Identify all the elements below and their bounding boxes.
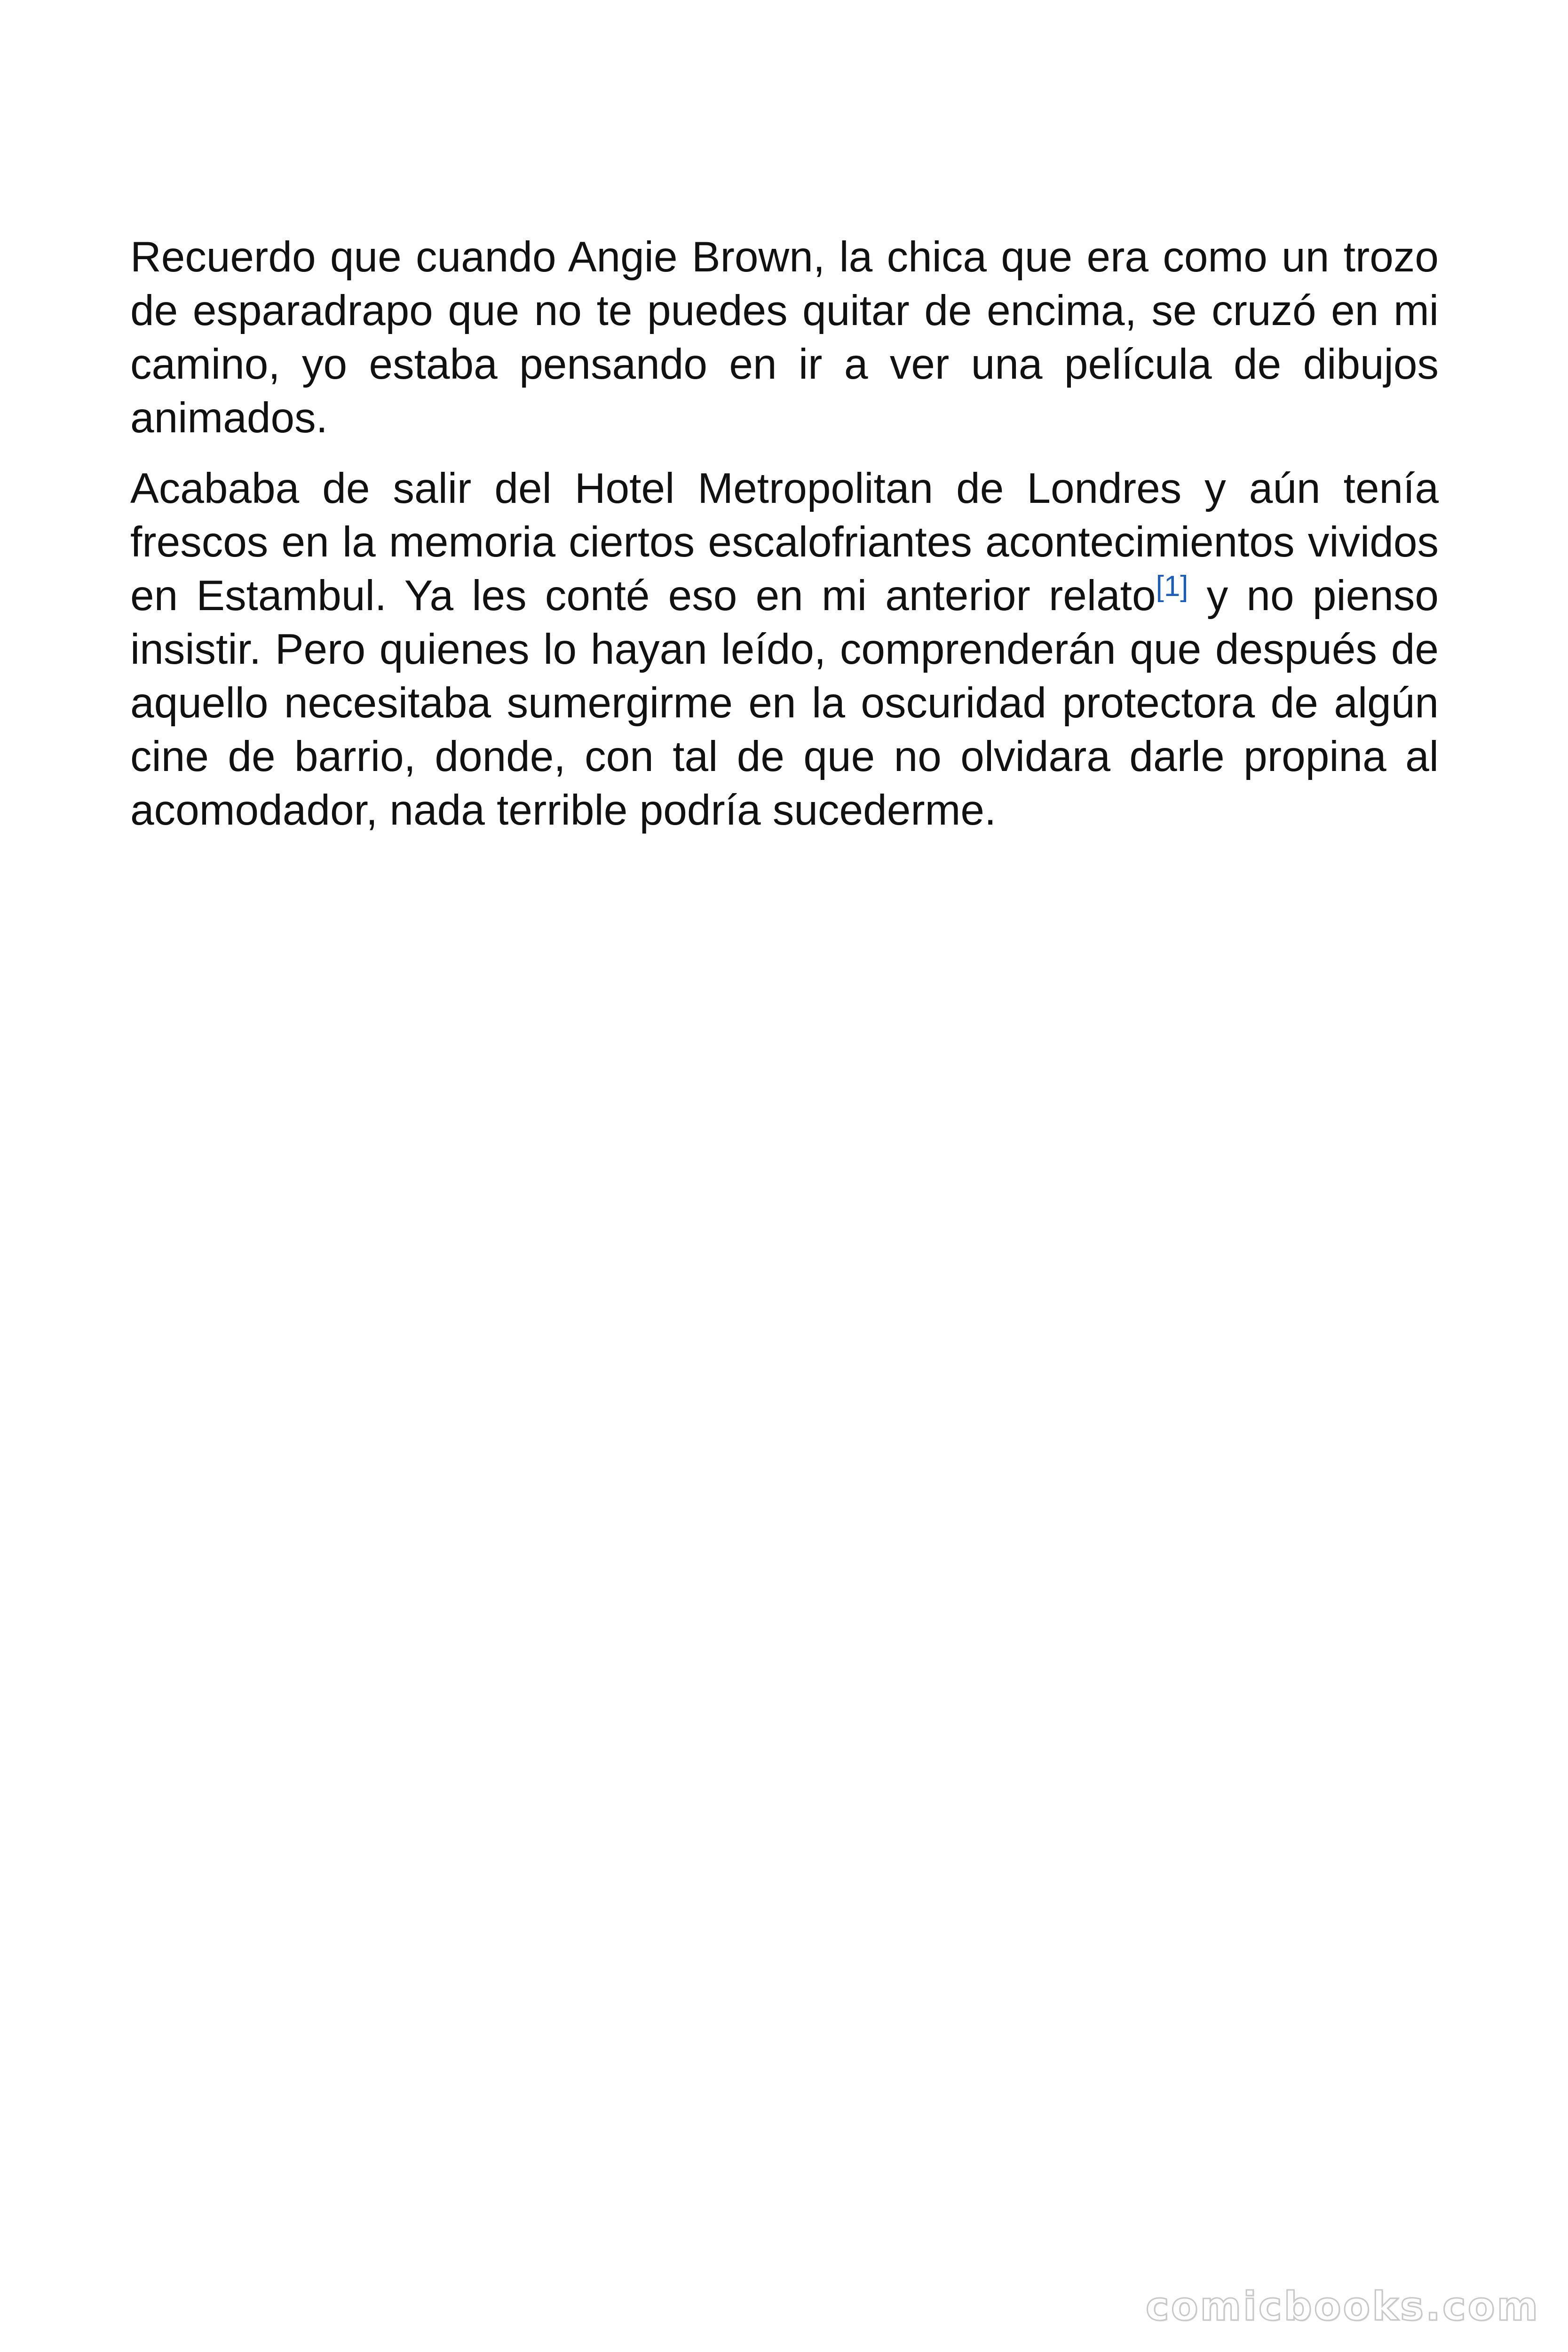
paragraph-1 [130,230,1439,445]
body-text [130,230,1439,854]
paragraph-2-text-after-ref: y no pienso insistir. Pero quienes lo hayan leído, comprenderán que después de aquello necesitaba sumergirme en la oscuridad protectora de algún cine de barrio, donde, con tal de que no olvidara darle propina al acomodador, nada terrible podría sucederme. [130,572,1439,834]
paragraph-2-text-before-ref: Acababa de salir del Hotel Metropolitan de Londres y aún tenía frescos en la memoria ciertos escalofriantes acontecimientos vividos en Estambul. Ya les conté eso en mi anterior relato [130,465,1439,620]
footnote-ref-link[interactable]: [1] [1156,570,1188,603]
paragraph-1-text: Recuerdo que cuando Angie Brown, la chica que era como un trozo de esparadrapo que no te puedes quitar de encima, se cruzó en mi camino, yo estaba pensando en ir a ver una película de dibujos animados. [130,233,1439,442]
watermark: comicbooks.com [1146,2283,1540,2329]
paragraph-2 [130,462,1439,837]
